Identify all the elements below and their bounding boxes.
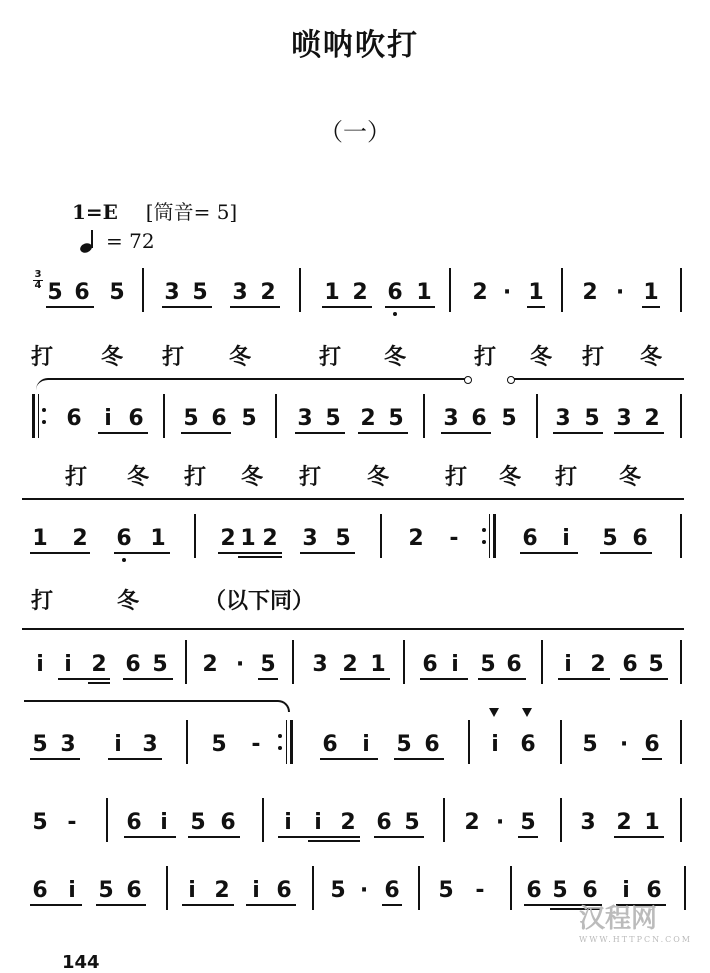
page-number: 144 [62,952,100,973]
lyric: 打 [444,465,468,490]
note: 5 [602,526,618,551]
note: 1 [32,526,48,551]
note: 2 [220,526,236,551]
note: - [67,810,77,835]
note: 3 [580,810,596,835]
note: 2 [91,652,107,677]
barline [166,866,168,910]
note: 5 [325,406,341,431]
slur-end [464,376,472,384]
barline [312,866,314,910]
note: i [562,526,570,551]
lyric: 打 [554,465,578,490]
staccato-mark-icon [522,708,534,718]
note: 1 [643,280,659,305]
underline [382,904,402,906]
note: 6 [276,878,292,903]
watermark-logo-text: 汉程网 [578,904,657,934]
page-title: 唢呐吹打 [291,28,419,63]
underline [300,552,355,554]
note: 5 [330,878,346,903]
octave-dot [122,558,126,562]
repeat-start-thin [38,394,39,438]
barline [680,720,682,764]
time-signature-bottom: 4 [34,280,42,291]
note: 5 [211,732,227,757]
repeat-end-barline [290,720,293,764]
lyric: 打 [183,465,207,490]
section-subtitle: （一） [319,118,391,146]
note: 2 [340,810,356,835]
note: 6 [526,878,542,903]
underline [308,840,360,842]
barline [403,640,405,684]
repeat-end-barline [493,514,496,558]
barline [541,640,543,684]
note: 6 [125,652,141,677]
note: 2 [472,280,488,305]
barline [106,798,108,842]
note: 1 [644,810,660,835]
note: i [36,652,44,677]
note: 1 [370,652,386,677]
note: 5 [648,652,664,677]
note: 6 [220,810,236,835]
barline [380,514,382,558]
note: 5 [438,878,454,903]
underline [614,432,664,434]
note: 1 [416,280,432,305]
barline [262,798,264,842]
underline [246,904,296,906]
note: 6 [116,526,132,551]
underline [162,306,212,308]
note: 5 [192,280,208,305]
note: 2 [590,652,606,677]
watermark [579,898,692,944]
lyrics-row-2 [0,460,710,490]
note: 3 [443,406,459,431]
note: 3 [297,406,313,431]
note: 6 [520,732,536,757]
underline [642,758,662,760]
underline [620,678,668,680]
note: i [491,732,499,757]
underline [527,306,545,308]
barline [510,866,512,910]
note: 1 [150,526,166,551]
note: i [622,878,630,903]
note: 5 [404,810,420,835]
key-signature [72,196,237,225]
barline [186,720,188,764]
barline [468,720,470,764]
lyric: 冬 [498,465,522,490]
note: i [114,732,122,757]
barline [423,394,425,438]
underline [123,678,173,680]
underline [642,306,660,308]
divider [22,498,684,500]
note: 5 [190,810,206,835]
lyrics-row-3 [0,584,710,614]
repeat-end-thin [286,720,287,764]
lyric: 冬 [639,345,663,370]
note: 5 [241,406,257,431]
barline [163,394,165,438]
barline [536,394,538,438]
lyric: 打 [30,345,54,370]
watermark-url: WWW.HTTPCN.COM [578,935,692,944]
note: 5 [32,810,48,835]
octave-dot [393,312,397,316]
slur [512,378,684,390]
note: 1 [528,280,544,305]
underline [181,432,231,434]
lyric: 冬 [529,345,553,370]
repeat-dot [42,408,46,412]
note: 5 [32,732,48,757]
note: 6 [322,732,338,757]
key-label: 1=E [72,200,118,224]
underline [295,432,345,434]
note: 2 [616,810,632,835]
repeat-end-thin [489,514,490,558]
note: · [235,652,245,677]
note: 2 [582,280,598,305]
note: 6 [74,280,90,305]
note: 6 [126,878,142,903]
underline [322,306,372,308]
lyric: 冬 [618,465,642,490]
lyric: 打 [318,345,342,370]
quarter-note-icon [78,228,100,254]
underline [182,904,234,906]
note: 5 [47,280,63,305]
note: 6 [211,406,227,431]
lyric: 冬 [126,465,150,490]
barline [560,798,562,842]
underline [394,758,444,760]
note: 6 [506,652,522,677]
note: 2 [202,652,218,677]
note: 5 [335,526,351,551]
repeat-dot [278,746,282,750]
key-bracket: [筒音= 5] [145,200,238,224]
note: i [64,652,72,677]
underline [124,836,176,838]
repeat-dot [482,540,486,544]
lyrics-row-1 [0,340,710,370]
note: · [495,810,505,835]
lyric: 打 [161,345,185,370]
lyric: 冬 [100,345,124,370]
lyric: 冬 [366,465,390,490]
note: 2 [262,526,278,551]
barline [560,720,562,764]
staccato-mark-icon [489,708,501,718]
note: 5 [582,732,598,757]
note: 3 [302,526,318,551]
barline [292,640,294,684]
underline [58,678,110,680]
underline [385,306,435,308]
note: 2 [260,280,276,305]
lyric: 打 [64,465,88,490]
barline [418,866,420,910]
barline [680,798,682,842]
note: 3 [312,652,328,677]
barline [680,514,682,558]
note: 2 [464,810,480,835]
note: 3 [164,280,180,305]
underline [218,552,282,554]
time-signature-top: 3 [34,269,42,280]
note: 2 [360,406,376,431]
note: 5 [183,406,199,431]
tempo-value: = 72 [106,229,155,253]
note: i [362,732,370,757]
barline [194,514,196,558]
staff-row-2 [0,404,710,444]
note: 6 [126,810,142,835]
note: 3 [60,732,76,757]
note: 5 [109,280,125,305]
underline [230,306,280,308]
note: 5 [152,652,168,677]
underline [88,682,110,684]
note: 6 [32,878,48,903]
note: 5 [260,652,276,677]
note: 5 [552,878,568,903]
lyric: 冬 [383,345,407,370]
note: 3 [616,406,632,431]
note: 2 [72,526,88,551]
note: 2 [214,878,230,903]
note: 6 [522,526,538,551]
underline [46,306,94,308]
slur [24,700,290,712]
repeat-dot [482,528,486,532]
underline [420,678,468,680]
note: · [502,280,512,305]
note: 5 [98,878,114,903]
note: 6 [646,878,662,903]
note: 6 [582,878,598,903]
barline [449,268,451,312]
repeat-dot [42,420,46,424]
barline [680,268,682,312]
note: - [475,878,485,903]
note: · [359,878,369,903]
note: 6 [384,878,400,903]
staff-row-5 [0,730,710,770]
note: 2 [352,280,368,305]
underline [558,678,610,680]
underline [518,836,538,838]
note: 5 [584,406,600,431]
note: 2 [342,652,358,677]
note: - [449,526,459,551]
note: 2 [644,406,660,431]
underline [238,556,282,558]
underline [30,758,80,760]
note: i [188,878,196,903]
barline [299,268,301,312]
barline [142,268,144,312]
note: i [160,810,168,835]
note: 6 [422,652,438,677]
barline [443,798,445,842]
note: 3 [232,280,248,305]
note: 5 [388,406,404,431]
lyric: 冬 [228,345,252,370]
note: 1 [324,280,340,305]
underline [340,678,390,680]
underline [98,432,148,434]
note: 5 [501,406,517,431]
underline [96,904,146,906]
lyric: 冬 [116,589,140,614]
note: 3 [142,732,158,757]
note: 5 [520,810,536,835]
note: i [252,878,260,903]
note: i [564,652,572,677]
barline [680,640,682,684]
note: · [615,280,625,305]
slur-start [507,376,515,384]
note: 6 [128,406,144,431]
underline [600,552,652,554]
underline [520,552,578,554]
underline [258,678,278,680]
divider [22,628,684,630]
note: 5 [480,652,496,677]
note: 2 [408,526,424,551]
barline [561,268,563,312]
slur [36,378,466,390]
note: 1 [240,526,256,551]
note: - [251,732,261,757]
underline [114,552,170,554]
underline [358,432,408,434]
underline [30,552,90,554]
underline [278,836,360,838]
barline [185,640,187,684]
underline [188,836,240,838]
note: i [284,810,292,835]
note: 6 [471,406,487,431]
staff-row-4 [0,650,710,690]
note: i [451,652,459,677]
tempo-marking [78,228,155,254]
staff-row-1 [0,278,710,318]
repeat-dot [278,734,282,738]
note: 6 [387,280,403,305]
staff-row-6 [0,808,710,848]
barline [275,394,277,438]
note: · [619,732,629,757]
performance-note: （以下同） [204,589,315,614]
note: 5 [396,732,412,757]
note: 6 [424,732,440,757]
lyric: 打 [473,345,497,370]
underline [108,758,162,760]
note: 6 [376,810,392,835]
underline [553,432,603,434]
note: 6 [622,652,638,677]
lyric: 打 [298,465,322,490]
barline [680,394,682,438]
staff-row-3 [0,524,710,564]
underline [614,836,664,838]
note: i [68,878,76,903]
lyric: 打 [30,589,54,614]
underline [320,758,378,760]
underline [478,678,526,680]
underline [441,432,491,434]
lyric: 冬 [240,465,264,490]
lyric: 打 [581,345,605,370]
note: i [104,406,112,431]
note: 3 [555,406,571,431]
underline [30,904,82,906]
note: 6 [632,526,648,551]
underline [374,836,424,838]
note: 6 [644,732,660,757]
note: 6 [66,406,82,431]
repeat-start-barline [32,394,35,438]
note: i [314,810,322,835]
